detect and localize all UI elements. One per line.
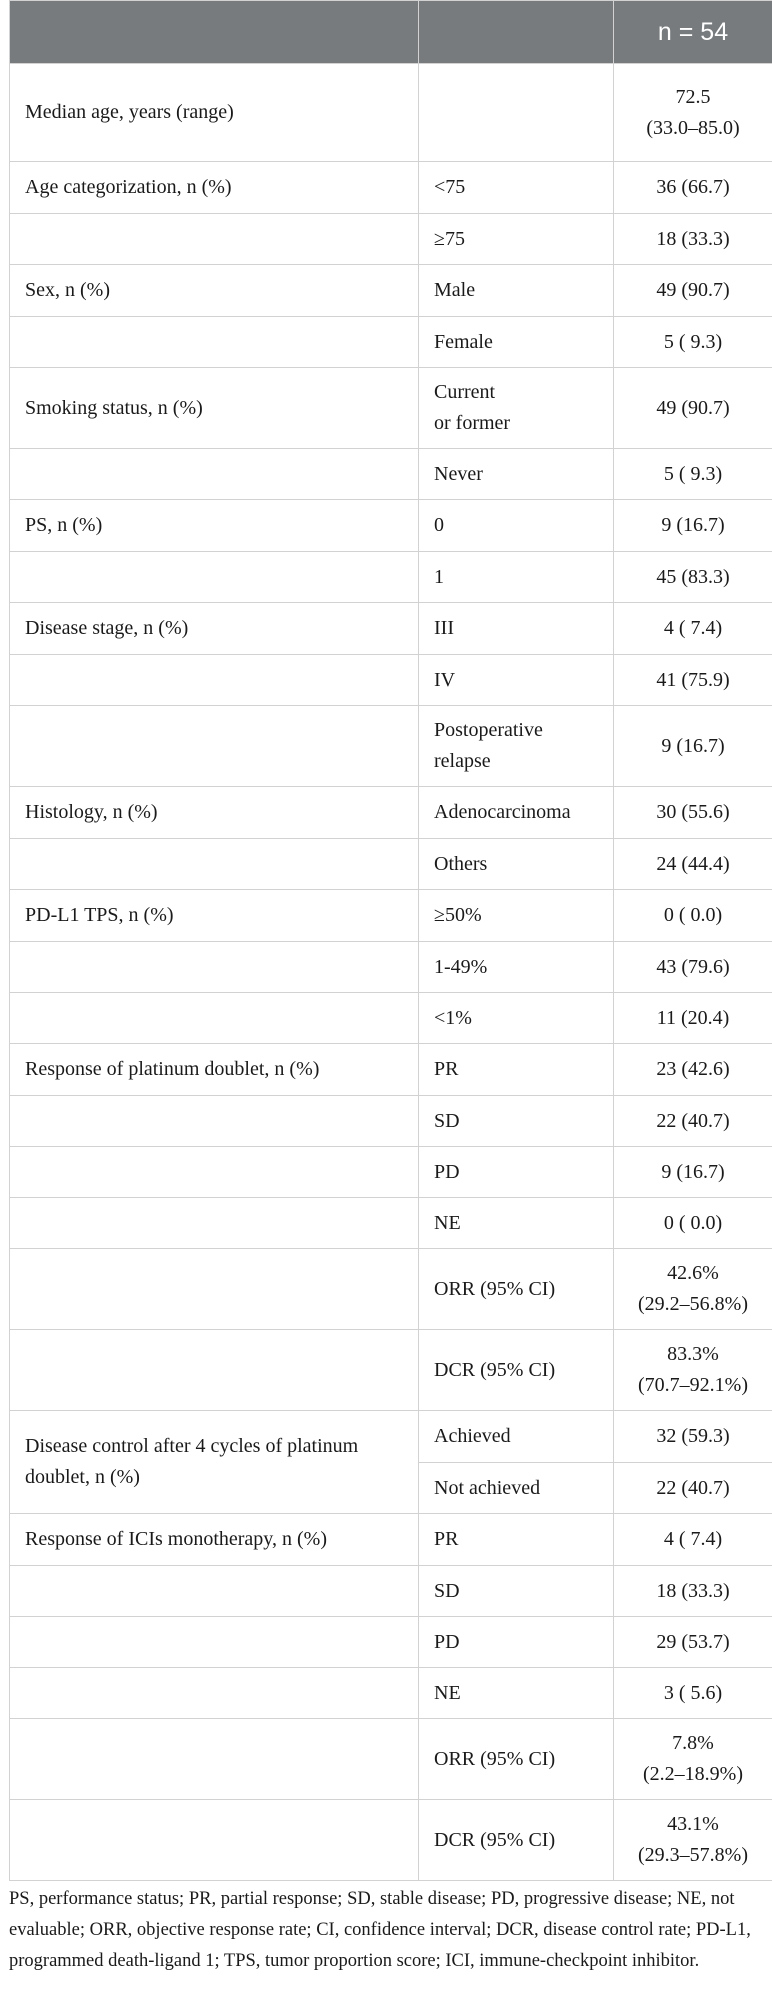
value-cell: 18 (33.3) (614, 214, 772, 265)
table-row (10, 1514, 772, 1566)
table-row (10, 449, 772, 500)
category-cell: <1% (419, 993, 614, 1044)
characteristic-cell: Smoking status, n (%) (10, 368, 419, 449)
value-cell: 0 ( 0.0) (614, 890, 772, 942)
table-row (10, 706, 772, 787)
category-cell: ORR (95% CI) (419, 1249, 614, 1330)
characteristic-cell (10, 214, 419, 265)
characteristic-cell (10, 1198, 419, 1249)
category-cell: Postoperative relapse (419, 706, 614, 787)
value-cell: 4 ( 7.4) (614, 1514, 772, 1566)
category-cell: Female (419, 317, 614, 368)
value-cell: 22 (40.7) (614, 1463, 772, 1514)
characteristic-cell (10, 1668, 419, 1719)
table-row (10, 1330, 772, 1411)
table-row (10, 839, 772, 890)
value-cell: 5 ( 9.3) (614, 317, 772, 368)
value-cell: 43 (79.6) (614, 942, 772, 993)
value-cell: 5 ( 9.3) (614, 449, 772, 500)
characteristic-cell (10, 1800, 419, 1881)
category-cell: Achieved (419, 1411, 614, 1463)
category-cell: DCR (95% CI) (419, 1800, 614, 1881)
category-cell: 1 (419, 552, 614, 603)
table-row (10, 1566, 772, 1617)
category-cell: Current or former (419, 368, 614, 449)
value-cell: 7.8% (2.2–18.9%) (614, 1719, 772, 1800)
characteristic-cell (10, 993, 419, 1044)
value-cell: 4 ( 7.4) (614, 603, 772, 655)
table-row (10, 368, 772, 449)
value-cell: 0 ( 0.0) (614, 1198, 772, 1249)
category-cell: Not achieved (419, 1463, 614, 1514)
table-row (10, 500, 772, 552)
table-row (10, 1147, 772, 1198)
characteristic-cell: PS, n (%) (10, 500, 419, 552)
header-row (10, 1, 772, 64)
characteristic-cell (10, 1096, 419, 1147)
value-cell: 9 (16.7) (614, 1147, 772, 1198)
value-cell: 49 (90.7) (614, 265, 772, 317)
characteristic-cell: Response of ICIs monotherapy, n (%) (10, 1514, 419, 1566)
table-row (10, 1668, 772, 1719)
category-cell: <75 (419, 162, 614, 214)
table-row (10, 162, 772, 214)
category-cell: Adenocarcinoma (419, 787, 614, 839)
table-footnote: PS, performance status; PR, partial response; SD, stable disease; PD, progressive disease; NE, not evaluable; ORR, objective response rate; CI, confidence interval; DCR, disease control rate; PD-L1, programmed death-ligand 1; TPS, tumor proportion score; ICI, immune-checkpoint inhibitor. (9, 1889, 751, 1971)
category-cell: IV (419, 655, 614, 706)
category-cell: PD (419, 1617, 614, 1668)
category-cell: 0 (419, 500, 614, 552)
characteristic-cell (10, 839, 419, 890)
table-row (10, 1044, 772, 1096)
category-cell: ORR (95% CI) (419, 1719, 614, 1800)
table-row (10, 1249, 772, 1330)
table-row (10, 214, 772, 265)
category-cell: Never (419, 449, 614, 500)
category-cell: DCR (95% CI) (419, 1330, 614, 1411)
table-row (10, 317, 772, 368)
category-cell: Male (419, 265, 614, 317)
characteristic-cell: Sex, n (%) (10, 265, 419, 317)
value-cell: 23 (42.6) (614, 1044, 772, 1096)
characteristic-cell (10, 317, 419, 368)
characteristic-cell: Age categorization, n (%) (10, 162, 419, 214)
value-cell: 41 (75.9) (614, 655, 772, 706)
category-cell: ≥75 (419, 214, 614, 265)
characteristic-cell: Median age, years (range) (10, 64, 419, 162)
value-cell: 72.5 (33.0–85.0) (614, 64, 772, 162)
category-cell (419, 64, 614, 162)
table-row (10, 1096, 772, 1147)
table-row (10, 603, 772, 655)
characteristic-cell (10, 1330, 419, 1411)
category-cell: ≥50% (419, 890, 614, 942)
characteristic-cell: Disease stage, n (%) (10, 603, 419, 655)
table-row (10, 64, 772, 162)
characteristic-cell (10, 706, 419, 787)
characteristic-cell (10, 1147, 419, 1198)
value-cell: 49 (90.7) (614, 368, 772, 449)
value-cell: 9 (16.7) (614, 706, 772, 787)
category-cell: III (419, 603, 614, 655)
category-cell: NE (419, 1198, 614, 1249)
table-row (10, 787, 772, 839)
characteristic-cell (10, 942, 419, 993)
value-cell: 36 (66.7) (614, 162, 772, 214)
value-cell: 3 ( 5.6) (614, 1668, 772, 1719)
characteristic-cell (10, 1719, 419, 1800)
characteristic-cell: Disease control after 4 cycles of platinum doublet, n (%) (10, 1411, 419, 1514)
characteristic-cell (10, 655, 419, 706)
category-cell: PR (419, 1044, 614, 1096)
value-cell: 30 (55.6) (614, 787, 772, 839)
value-cell: 22 (40.7) (614, 1096, 772, 1147)
header-cell-1 (10, 1, 419, 64)
category-cell: NE (419, 1668, 614, 1719)
table-row (10, 1617, 772, 1668)
header-cell-2 (419, 1, 614, 64)
category-cell: Others (419, 839, 614, 890)
table-row (10, 993, 772, 1044)
characteristic-cell (10, 1249, 419, 1330)
value-cell: 29 (53.7) (614, 1617, 772, 1668)
table-row (10, 265, 772, 317)
characteristic-cell (10, 1617, 419, 1668)
table-row (10, 552, 772, 603)
characteristic-cell (10, 552, 419, 603)
table-row (10, 1198, 772, 1249)
table-row (10, 1719, 772, 1800)
category-cell: 1-49% (419, 942, 614, 993)
patient-characteristics-table (9, 0, 772, 1881)
table-row (10, 1800, 772, 1881)
value-cell: 9 (16.7) (614, 500, 772, 552)
header-cell-n: n = 54 (614, 1, 772, 64)
characteristic-cell: PD-L1 TPS, n (%) (10, 890, 419, 942)
category-cell: PD (419, 1147, 614, 1198)
value-cell: 45 (83.3) (614, 552, 772, 603)
value-cell: 24 (44.4) (614, 839, 772, 890)
table-row (10, 655, 772, 706)
table-row (10, 942, 772, 993)
table-row (10, 1411, 772, 1463)
value-cell: 32 (59.3) (614, 1411, 772, 1463)
value-cell: 42.6% (29.2–56.8%) (614, 1249, 772, 1330)
characteristic-cell: Histology, n (%) (10, 787, 419, 839)
characteristic-cell: Response of platinum doublet, n (%) (10, 1044, 419, 1096)
category-cell: SD (419, 1096, 614, 1147)
category-cell: SD (419, 1566, 614, 1617)
value-cell: 18 (33.3) (614, 1566, 772, 1617)
value-cell: 11 (20.4) (614, 993, 772, 1044)
table-row (10, 890, 772, 942)
value-cell: 43.1% (29.3–57.8%) (614, 1800, 772, 1881)
characteristic-cell (10, 449, 419, 500)
characteristic-cell (10, 1566, 419, 1617)
value-cell: 83.3% (70.7–92.1%) (614, 1330, 772, 1411)
category-cell: PR (419, 1514, 614, 1566)
